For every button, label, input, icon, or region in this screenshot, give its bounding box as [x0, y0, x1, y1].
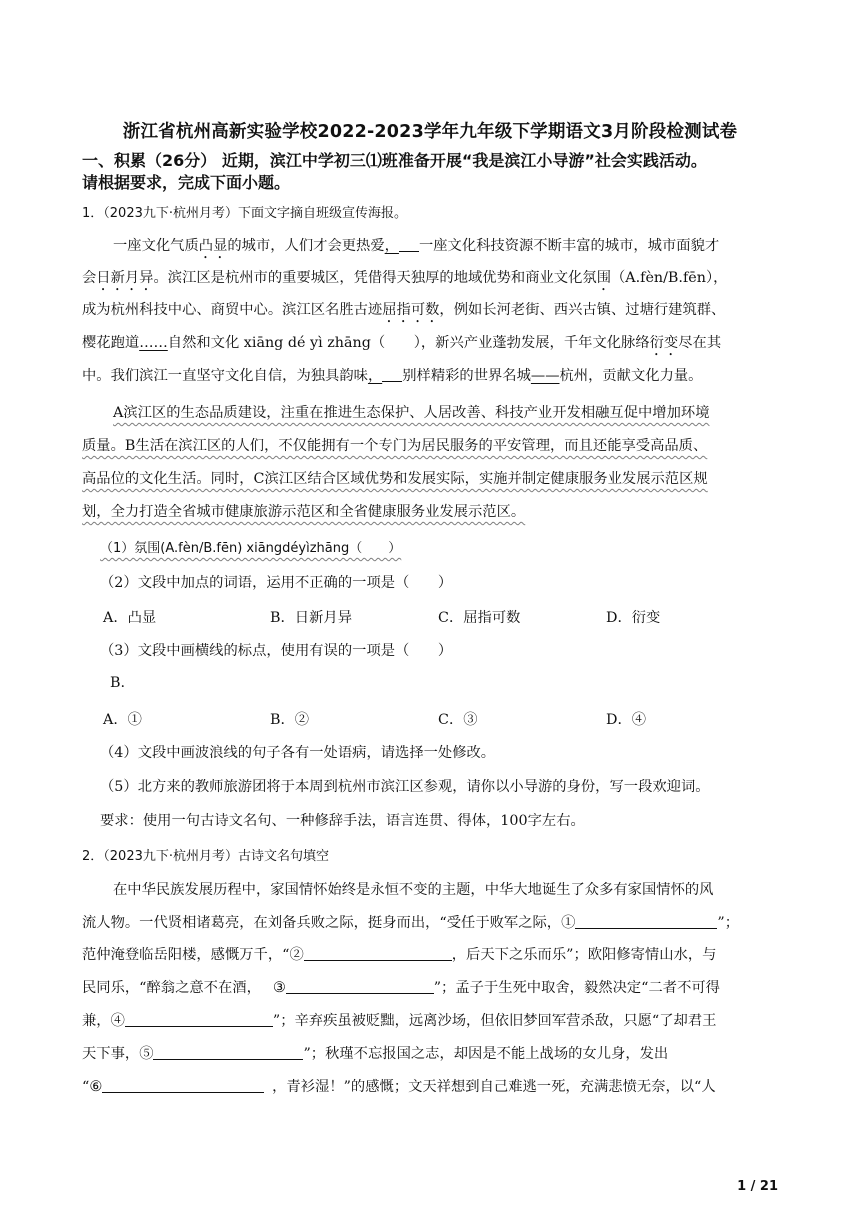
- blank-line: [382, 366, 402, 382]
- blank-line: [286, 978, 434, 994]
- blank-number: ⑤: [139, 1046, 154, 1062]
- passage-line: 中。我们滨江一直坚守文化自信，为独具韵味， 别样精彩的世界名城——杭州，贡献文化力量。: [82, 368, 703, 384]
- passage-line: 兼，④ ”；辛弃疾虽被贬黜，远离沙场，但依旧梦回军营杀敌，只愿“了却君王: [82, 1013, 717, 1029]
- page-number: 1 / 21: [737, 1179, 778, 1194]
- sub-question-1: （1）氛围(A.fèn/B.fēn) xiāngdéyìzhāng（ ）: [100, 541, 402, 556]
- blank-number: ③: [272, 980, 286, 996]
- blank-line: [399, 236, 419, 252]
- document-title: 浙江省杭州高新实验学校2022-2023学年九年级下学期语文3月阶段检测试卷: [122, 122, 738, 142]
- underlined-punct: ——: [530, 368, 560, 384]
- blank-number: ②: [289, 947, 304, 963]
- blank-line: [102, 1077, 264, 1093]
- dotted-word: 凸显: [198, 238, 228, 254]
- blank-number: ①: [561, 915, 576, 931]
- blank-number: ⑥: [89, 1079, 103, 1095]
- wavy-sentence: A滨江区的生态品质建设，注重在推进生态保护、人居改善、科技产业开发相融互促中增加环境: [113, 405, 710, 421]
- sub-question-3: （3）文段中画横线的标点，使用有误的一项是（ ）: [100, 643, 453, 659]
- sub-question-5-requirements: 要求：使用一句古诗文名句、一种修辞手法，语言连贯、得体，100字左右。: [100, 813, 585, 829]
- option-d: D．衍变: [606, 610, 661, 626]
- dotted-word: 日新月异: [96, 270, 154, 286]
- section-heading-line-1: 一、积累（26分） 近期，滨江中学初三⑴班准备开展“我是滨江小导游”社会实践活动。: [82, 151, 707, 170]
- section-heading-line-2: 请根据要求，完成下面小题。: [82, 173, 291, 192]
- dotted-word: 衍变: [649, 335, 679, 351]
- passage-line: 会日新月异。滨江区是杭州市的重要城区，凭借得天独厚的地域优势和商业文化氛围（A.fèn/B.fēn），: [82, 270, 728, 286]
- question-2-heading: 2．（2023九下·杭州月考）古诗文名句填空: [82, 849, 329, 864]
- sub-question-2: （2）文段中加点的词语，运用不正确的一项是（ ）: [100, 575, 453, 591]
- option-b: B．②: [270, 712, 310, 728]
- passage-line: 民同乐，“醉翁之意不在酒， ③ ”；孟子于生死中取舍，毅然决定“二者不可得: [82, 980, 720, 996]
- passage-line: 在中华民族发展历程中，家国情怀始终是永恒不变的主题，中华大地诞生了众多有家国情怀的风: [113, 882, 714, 898]
- option-b-label: B.: [110, 675, 126, 691]
- passage-line: 流人物。一代贤相诸葛亮，在刘备兵败之际，挺身而出，“受任于败军之际，① ”；: [82, 915, 740, 931]
- section-heading: [82, 150, 802, 194]
- dotted-char: 围: [596, 270, 611, 286]
- passage-line: 樱花跑道……自然和文化 xiāng dé yì zhāng（ ），新兴产业蓬勃发展，千年文化脉络衍变尽在其: [82, 335, 722, 351]
- wavy-sentence: 高品位的文化生活。同时，C滨江区结合区域优势和发展实际，实施并制定健康服务业发展示范区规: [82, 471, 708, 487]
- sub-question-5: （5）北方来的教师旅游团将于本周到杭州市滨江区参观，请你以小导游的身份，写一段欢迎词。: [100, 779, 710, 795]
- question-1-heading: 1．（2023九下·杭州月考）下面文字摘自班级宣传海报。: [82, 206, 407, 221]
- option-b: B．日新月异: [270, 610, 352, 626]
- passage-line: “⑥ ，青衫湿！”的感慨；文天祥想到自己难逃一死，充满悲愤无奈，以“人: [82, 1079, 716, 1095]
- option-c: C．③: [438, 712, 478, 728]
- sub-question-4: （4）文段中画波浪线的句子各有一处语病，请选择一处修改。: [100, 745, 496, 761]
- blank-line: [125, 1011, 273, 1027]
- passage-line: 成为杭州科技中心、商贸中心。滨江区名胜古迹屈指可数，例如长河老街、西兴古镇、过塘行建筑群、: [82, 302, 726, 318]
- blank-number: ④: [110, 1013, 125, 1029]
- wavy-sentence: 划，全力打造全省城市健康旅游示范区和全省健康服务业发展示范区。: [82, 504, 526, 520]
- blank-line: [575, 913, 717, 929]
- passage-line: 一座文化气质凸显的城市，人们才会更热爱， 一座文化科技资源不断丰富的城市，城市面貌才: [113, 238, 720, 254]
- underlined-punct: ……: [139, 335, 168, 351]
- option-a: A．凸显: [103, 610, 157, 626]
- option-c: C．屈指可数: [438, 610, 521, 626]
- blank-line: [153, 1044, 303, 1060]
- option-d: D．④: [606, 712, 647, 728]
- passage-line: 天下事，⑤ ”；秋瑾不忘报国之志，却因是不能上战场的女儿身，发出: [82, 1046, 669, 1062]
- underlined-punct: ，: [367, 368, 383, 384]
- blank-line: [304, 945, 452, 961]
- dotted-word: 屈指可数: [382, 302, 440, 318]
- passage-line: 范仲淹登临岳阳楼，感慨万千，“② ，后天下之乐而乐”；欧阳修寄情山水，与: [82, 947, 717, 963]
- underlined-punct: ，: [384, 238, 399, 254]
- option-a: A．①: [103, 712, 142, 728]
- wavy-sentence: 质量。B生活在滨江区的人们，不仅能拥有一个专门为居民服务的平安管理，而且还能享受高品质、: [82, 438, 708, 454]
